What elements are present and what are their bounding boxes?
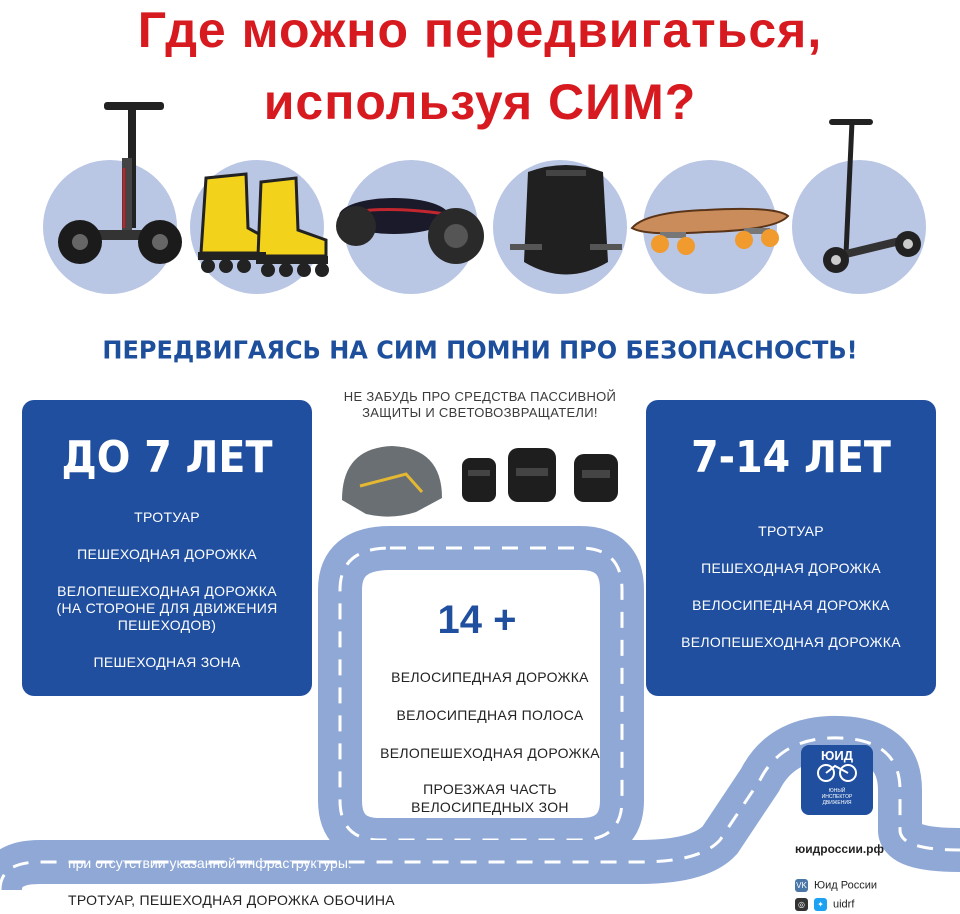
protection-line-1: НЕ ЗАБУДЬ ПРО СРЕДСТВА ПАССИВНОЙ xyxy=(343,389,617,404)
vk-label: Юид России xyxy=(814,879,877,892)
age-7-14-title: 7-14 ЛЕТ xyxy=(691,432,891,483)
under7-item-bike-footpath-note-1: (НА СТОРОНЕ ДЛЯ ДВИЖЕНИЯ xyxy=(56,600,278,616)
social-handle-label: uidrf xyxy=(833,898,855,911)
logo-abbr: ЮИД xyxy=(820,748,853,763)
instagram-icon: ◎ xyxy=(795,898,808,911)
logo-small-1: ЮНЫЙ xyxy=(828,788,846,794)
age-7-14-box xyxy=(646,400,936,696)
age-under-7-title: ДО 7 ЛЕТ xyxy=(61,432,273,483)
over14-item-bike-footpath: ВЕЛОПЕШЕХОДНАЯ ДОРОЖКА xyxy=(380,745,600,761)
social-handle[interactable] xyxy=(795,898,854,911)
age7to14-item-footpath: ПЕШЕХОДНАЯ ДОРОЖКА xyxy=(701,560,881,576)
uid-logo xyxy=(801,745,873,815)
age7to14-item-bike-footpath: ВЕЛОПЕШЕХОДНАЯ ДОРОЖКА xyxy=(681,634,901,650)
title-line-1: Где можно передвигаться, xyxy=(137,2,823,58)
under7-item-footpath: ПЕШЕХОДНАЯ ДОРОЖКА xyxy=(77,546,257,562)
over14-item-roadway: ПРОЕЗЖАЯ ЧАСТЬ xyxy=(423,781,557,797)
vk-link[interactable] xyxy=(795,879,877,892)
over14-item-bike-path: ВЕЛОСИПЕДНАЯ ДОРОЖКА xyxy=(391,669,589,685)
twitter-icon: ✦ xyxy=(814,898,827,911)
age7to14-item-bike-path: ВЕЛОСИПЕДНАЯ ДОРОЖКА xyxy=(692,597,890,613)
over14-item-bike-zones: ВЕЛОСИПЕДНЫХ ЗОН xyxy=(411,799,569,815)
age7to14-item-sidewalk: ТРОТУАР xyxy=(758,523,824,539)
under7-item-pedestrian-zone: ПЕШЕХОДНАЯ ЗОНА xyxy=(93,654,241,670)
logo-small-2: ИНСПЕКТОР xyxy=(821,794,853,800)
logo-small-3: ДВИЖЕНИЯ xyxy=(822,800,852,806)
bicycle-icon xyxy=(815,763,859,783)
bottom-note: при отсутствии указанной инфраструктуры: xyxy=(68,855,352,871)
under7-item-bike-footpath-note-2: ПЕШЕХОДОВ) xyxy=(117,617,217,633)
site-link[interactable]: юидроссии.рф xyxy=(795,842,885,856)
age-under-7-box xyxy=(22,400,312,696)
vk-icon: VK xyxy=(796,881,807,890)
bottom-list: ТРОТУАР, ПЕШЕХОДНАЯ ДОРОЖКА ОБОЧИНА xyxy=(68,892,395,908)
under7-item-sidewalk: ТРОТУАР xyxy=(134,509,200,525)
safety-subtitle: ПЕРЕДВИГАЯСЬ НА СИМ ПОМНИ ПРО БЕЗОПАСНОСТЬ! xyxy=(102,335,858,365)
protection-line-2: ЗАЩИТЫ И СВЕТОВОЗВРАЩАТЕЛИ! xyxy=(362,405,598,420)
under7-item-bike-footpath: ВЕЛОПЕШЕХОДНАЯ ДОРОЖКА xyxy=(57,583,277,599)
protective-gear-icon xyxy=(336,440,636,524)
over14-item-bike-lane: ВЕЛОСИПЕДНАЯ ПОЛОСА xyxy=(396,707,584,723)
age-14-plus-title: 14 + xyxy=(437,598,517,642)
title-line-2: используя СИМ? xyxy=(263,74,697,130)
